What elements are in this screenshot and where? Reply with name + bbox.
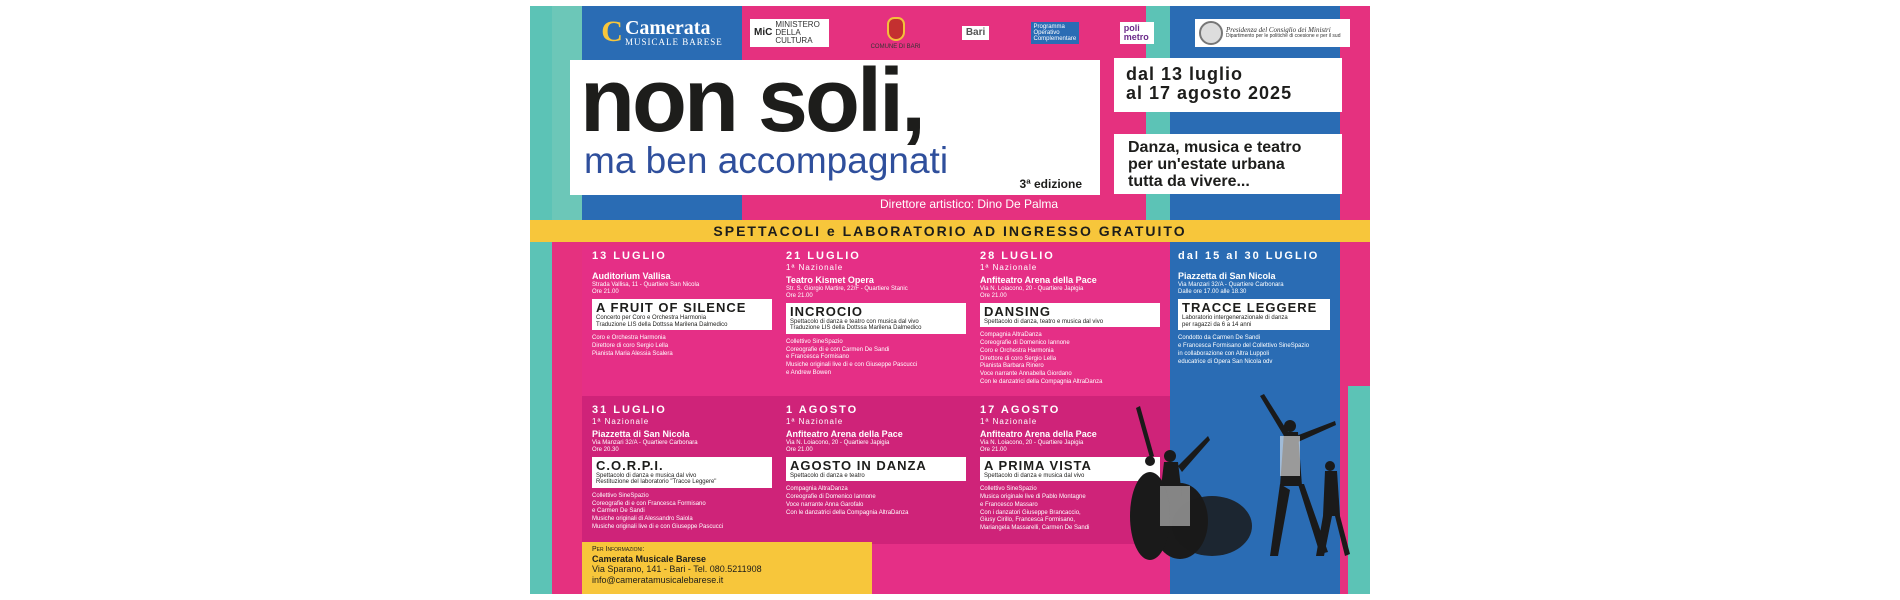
logo-line2: MUSICALE BARESE bbox=[624, 36, 723, 47]
event-time: Ore 21.00 bbox=[786, 292, 813, 299]
title-sub: ma ben accompagnati bbox=[584, 140, 949, 181]
event-time: Dalle ore 17.00 alle 18.30 bbox=[1178, 289, 1247, 296]
event-address: Via Manzari 32/A - Quartiere Carbonara bbox=[1178, 281, 1284, 288]
event-title: AGOSTO IN DANZA bbox=[790, 457, 927, 473]
event-time: Ore 21.00 bbox=[980, 292, 1007, 299]
credit-line: Collettivo SineSpazio bbox=[786, 338, 843, 345]
credit-line: Pianista Maria Alessia Scalera bbox=[592, 350, 673, 357]
presidenza-logo bbox=[1195, 19, 1350, 47]
title-edition: 3ª edizione bbox=[1019, 177, 1082, 191]
logo-mark: C bbox=[601, 15, 623, 48]
event-card bbox=[592, 250, 782, 359]
footer-org: Camerata Musicale Barese bbox=[592, 554, 707, 565]
credit-line: Con i danzatori Giuseppe Brancaccio, bbox=[980, 509, 1081, 516]
event-desc: Spettacolo di danza e teatro con musica dal vivo bbox=[790, 318, 919, 325]
footer-email[interactable]: info@cameratamusicalebarese.it bbox=[592, 574, 724, 585]
camerata-logo bbox=[582, 10, 742, 54]
event-desc: Spettacolo di danza e musica dal vivo bbox=[984, 472, 1085, 479]
bari-label: Bari bbox=[965, 27, 986, 38]
sponsor-logos bbox=[750, 12, 1350, 54]
event-address: Via N. Loiacono, 20 - Quartiere Japigia bbox=[786, 439, 890, 446]
event-national: 1ª Nazionale bbox=[786, 417, 844, 427]
event-venue: Anfiteatro Arena della Pace bbox=[980, 274, 1097, 285]
event-national: 1ª Nazionale bbox=[786, 263, 844, 273]
event-address: Str. S. Giorgio Martire, 22/F - Quartiere Stanic bbox=[786, 285, 908, 292]
logo-line1: Camerata bbox=[624, 16, 711, 39]
event-time: Ore 21.00 bbox=[980, 446, 1007, 453]
event-national: 1ª Nazionale bbox=[592, 417, 650, 427]
event-desc2: Traduzione LIS della Dottssa Marilena Dalmedico bbox=[790, 325, 922, 332]
credit-line: Musica originale live di Pablo Montagne bbox=[980, 493, 1086, 500]
tagline-line1: Danza, musica e teatro bbox=[1128, 139, 1302, 156]
credit-line: Compagnia AltraDanza bbox=[980, 332, 1042, 339]
event-title: A FRUIT OF SILENCE bbox=[596, 300, 747, 316]
credit-line: Musiche originali live di e con Giuseppe Pascucci bbox=[786, 362, 918, 369]
credit-line: Coreografie di Domenico Iannone bbox=[980, 339, 1070, 346]
credit-line: Coro e Orchestra Harmonia bbox=[592, 335, 666, 342]
presidenza-name: Presidenza del Consiglio dei Ministri bbox=[1225, 26, 1331, 34]
mic-abbr: MiC bbox=[754, 27, 773, 38]
credit-line: Musiche originali live di e con Giuseppe Pascucci bbox=[592, 523, 724, 530]
event-card bbox=[786, 404, 976, 517]
event-card bbox=[786, 250, 976, 378]
teal-band-right-bottom bbox=[1348, 386, 1370, 594]
title-box bbox=[570, 51, 1100, 195]
credit-line: Con le danzatrici della Compagnia AltraDanza bbox=[980, 378, 1103, 385]
credit-line: e Francesca Formisano bbox=[786, 354, 850, 361]
comune-logo bbox=[871, 17, 921, 50]
credit-line: Coro e Orchestra Harmonia bbox=[980, 347, 1054, 354]
event-address: Via Manzari 32/A - Quartiere Carbonara bbox=[592, 439, 698, 446]
event-credits bbox=[786, 339, 976, 378]
poli-label: poli metro bbox=[1123, 23, 1149, 42]
ministry-name: MINISTERO DELLA CULTURA bbox=[775, 20, 820, 45]
credit-line: Mariangela Massarelli, Carmen De Sandi bbox=[980, 525, 1090, 532]
event-date: 21 LUGLIO bbox=[786, 250, 861, 262]
event-title: C.O.R.P.I. bbox=[596, 457, 664, 473]
event-date: 28 LUGLIO bbox=[980, 250, 1055, 262]
event-address: Via N. Loiacono, 20 - Quartiere Japigia bbox=[980, 439, 1084, 446]
date-line2: al 17 agosto 2025 bbox=[1126, 82, 1293, 103]
tagline-line3: tutta da vivere... bbox=[1128, 172, 1250, 190]
footer-address: Via Sparano, 141 - Bari - Tel. 080.5211908 bbox=[592, 564, 762, 575]
title-main: non soli, bbox=[580, 51, 923, 151]
event-desc: Spettacolo di danza, teatro e musica dal vivo bbox=[984, 318, 1104, 325]
event-date: 1 AGOSTO bbox=[786, 404, 859, 416]
bari-logo bbox=[962, 26, 989, 40]
event-date: 17 AGOSTO bbox=[980, 404, 1061, 416]
poli-logo bbox=[1120, 22, 1154, 44]
event-desc: Spettacolo di danza e teatro bbox=[790, 472, 865, 479]
credit-line: Condotto da Carmen De Sandi bbox=[1178, 335, 1261, 342]
credit-line: Giusy Cirillo, Francesca Formisano, bbox=[980, 517, 1076, 524]
credit-line: e Carmen De Sandi bbox=[592, 508, 645, 515]
credit-line: Voce narrante Anna Garofalo bbox=[786, 501, 864, 508]
director-label: Direttore artistico: Dino De Palma bbox=[880, 197, 1059, 211]
programma-label: Programma Operativo Complementare bbox=[1031, 22, 1079, 44]
credit-line: Coreografie di e con Francesca Formisano bbox=[592, 500, 706, 507]
event-title-box bbox=[1178, 299, 1330, 330]
credit-line: Collettivo SineSpazio bbox=[980, 486, 1037, 493]
event-time: Ore 21.00 bbox=[786, 446, 813, 453]
credit-line: e Francesco Massaro bbox=[980, 501, 1038, 508]
event-venue: Anfiteatro Arena della Pace bbox=[980, 428, 1097, 439]
credit-line: Coreografie di Domenico Iannone bbox=[786, 493, 876, 500]
event-time: Ore 20.30 bbox=[592, 446, 619, 453]
free-entry-strip: SPETTACOLI e LABORATORIO AD INGRESSO GRATUITO bbox=[530, 220, 1370, 242]
event-title: A PRIMA VISTA bbox=[984, 457, 1092, 473]
coat-of-arms-icon bbox=[887, 17, 905, 41]
credit-line: educatrice di Opera San Nicola odv bbox=[1178, 358, 1273, 365]
event-desc2: Traduzione LIS della Dottssa Marilena Dalmedico bbox=[596, 321, 728, 328]
credit-line: Voce narrante Annabella Giordano bbox=[980, 371, 1072, 378]
comune-name: COMUNE DI BARI bbox=[870, 43, 921, 50]
credit-line: Musiche originali di Alessandro Saiola bbox=[592, 516, 693, 523]
event-title: INCROCIO bbox=[790, 303, 863, 319]
dancers-photo bbox=[1120, 366, 1350, 566]
date-line1: dal 13 luglio bbox=[1126, 64, 1244, 84]
event-venue: Anfiteatro Arena della Pace bbox=[786, 428, 903, 439]
tagline-box bbox=[1114, 134, 1342, 194]
credit-line: e Andrew Bowen bbox=[786, 369, 832, 376]
credit-line: Collettivo SineSpazio bbox=[592, 492, 649, 499]
event-national: 1ª Nazionale bbox=[980, 417, 1038, 427]
credit-line: Pianista Barbara Rinero bbox=[980, 363, 1044, 370]
event-venue: Piazzetta di San Nicola bbox=[1178, 271, 1276, 282]
credit-line: e Francesca Formisano del Collettivo SineSpazio bbox=[1178, 342, 1310, 349]
event-title-box bbox=[980, 303, 1160, 327]
event-title-box bbox=[592, 299, 772, 330]
credit-line: Direttore di coro Sergio Lella bbox=[980, 355, 1057, 362]
event-card bbox=[1178, 250, 1368, 366]
credit-line: in collaborazione con Altra Luppoli bbox=[1178, 350, 1270, 357]
event-venue: Auditorium Vallisa bbox=[592, 271, 671, 282]
event-address: Strada Vallisa, 11 - Quartiere San Nicola bbox=[592, 281, 700, 288]
event-desc2: Restituzione del laboratorio "Tracce Leggere" bbox=[596, 479, 717, 486]
event-date: 31 LUGLIO bbox=[592, 404, 667, 416]
programma-logo bbox=[1031, 22, 1079, 44]
footer-label: Per Informazioni: bbox=[592, 546, 645, 553]
event-title: TRACCE LEGGERE bbox=[1182, 300, 1318, 316]
tagline-line2: per un'estate urbana bbox=[1128, 155, 1285, 173]
event-date: 13 LUGLIO bbox=[592, 250, 667, 262]
event-title: DANSING bbox=[984, 303, 1051, 319]
event-venue: Piazzetta di San Nicola bbox=[592, 428, 690, 439]
event-national: 1ª Nazionale bbox=[980, 263, 1038, 273]
credit-line: Compagnia AltraDanza bbox=[786, 486, 848, 493]
event-title-box bbox=[592, 457, 772, 488]
date-box bbox=[1114, 58, 1342, 112]
event-credits bbox=[592, 335, 782, 358]
teal-band-left bbox=[530, 6, 552, 594]
footer-info bbox=[592, 546, 762, 585]
seal-icon bbox=[1199, 21, 1223, 45]
credit-line: Direttore di coro Sergio Lella bbox=[592, 342, 669, 349]
event-credits bbox=[1178, 335, 1368, 366]
event-title-box bbox=[786, 457, 966, 481]
event-desc2: per ragazzi da 6 a 14 anni bbox=[1182, 321, 1252, 328]
event-address: Via N. Loiacono, 20 - Quartiere Japigia bbox=[980, 285, 1084, 292]
event-time: Ore 21.00 bbox=[592, 289, 619, 296]
event-credits bbox=[592, 493, 782, 532]
event-desc: Laboratorio intergenerazionale di danza bbox=[1182, 315, 1288, 321]
event-date: dal 15 al 30 LUGLIO bbox=[1178, 250, 1320, 262]
event-desc: Spettacolo di danza e musica dal vivo bbox=[596, 472, 697, 479]
credit-line: Coreografie di e con Carmen De Sandi bbox=[786, 346, 890, 353]
event-desc: Concerto per Coro e Orchestra Harmonia bbox=[596, 315, 707, 321]
ministry-logo bbox=[750, 19, 829, 47]
event-credits bbox=[786, 486, 976, 517]
event-card bbox=[592, 404, 782, 532]
event-venue: Teatro Kismet Opera bbox=[786, 274, 874, 285]
credit-line: Con le danzatrici della Compagnia AltraDanza bbox=[786, 509, 909, 516]
event-title-box bbox=[786, 303, 966, 334]
presidenza-sub: Dipartimento per le politiche di coesione e per il sud bbox=[1225, 33, 1341, 39]
poster bbox=[530, 6, 1370, 594]
